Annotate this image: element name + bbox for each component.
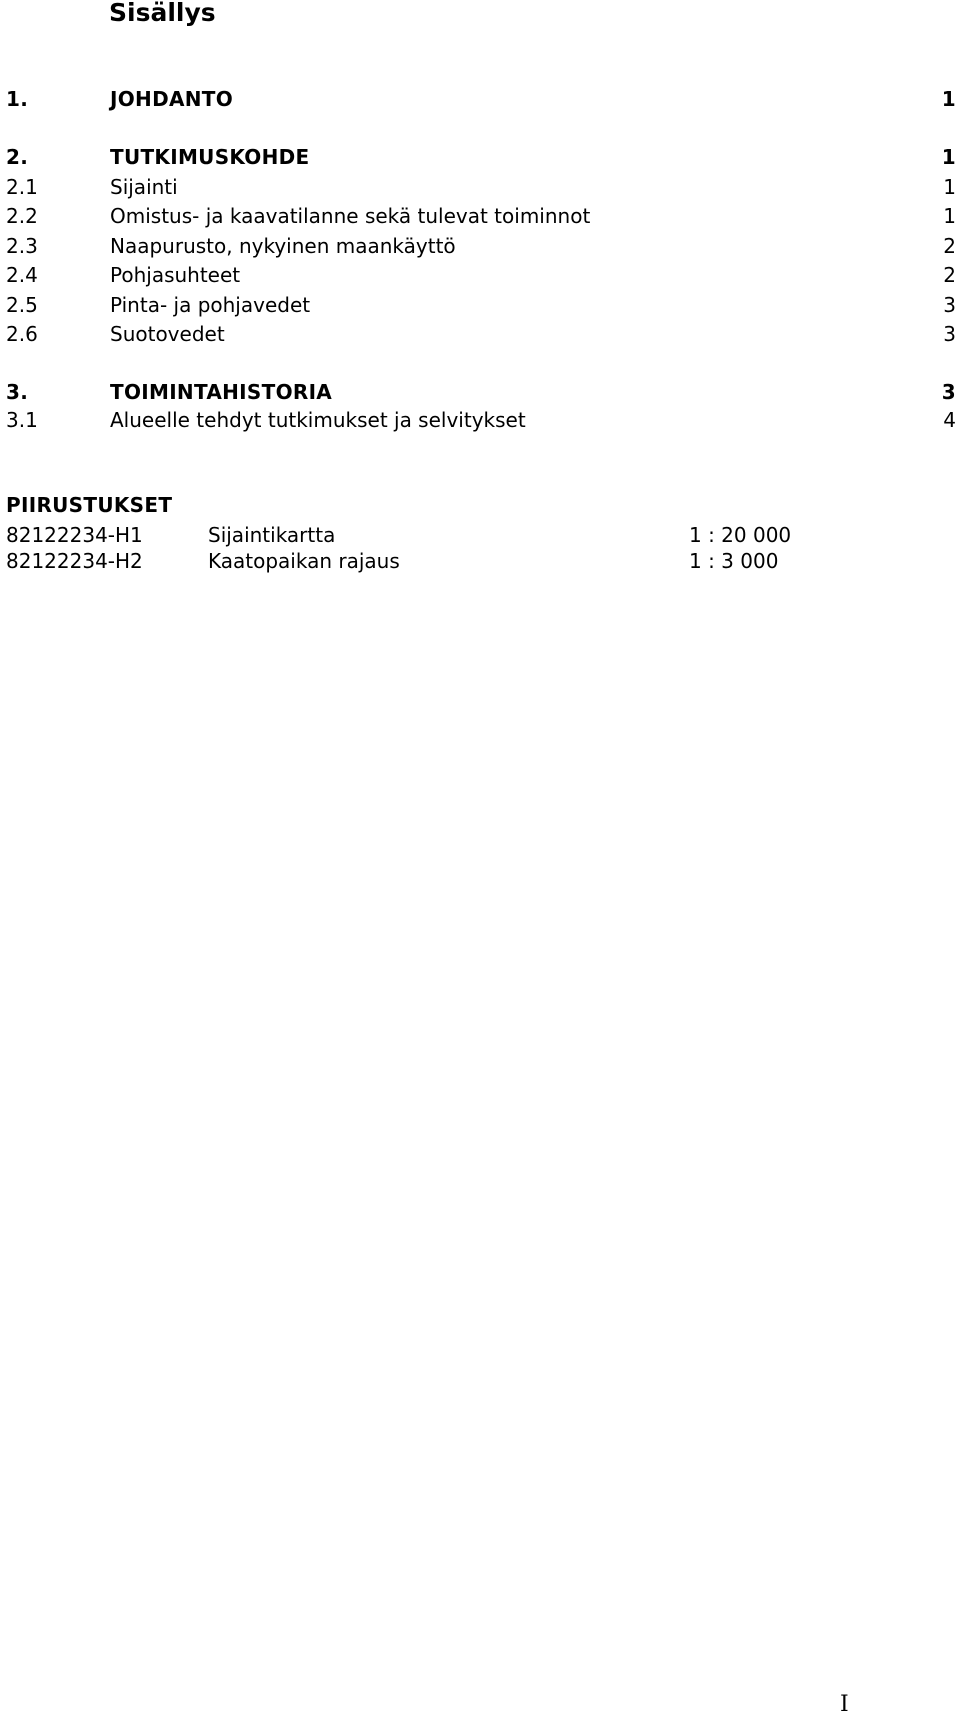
- toc-entry-number: 3.: [6, 380, 29, 404]
- drawing-scale: 1 : 20 000: [689, 523, 792, 547]
- toc-entry-pinta-ja-pohjavedet[interactable]: [6, 290, 956, 320]
- toc-entry-number: 2.6: [6, 322, 38, 346]
- toc-entry-page: 1: [943, 175, 956, 199]
- drawing-scale: 1 : 3 000: [689, 549, 779, 573]
- toc-entry-title: JOHDANTO: [110, 87, 234, 111]
- toc-entry-page: 1: [941, 87, 956, 111]
- toc-entry-page: 1: [941, 145, 956, 169]
- drawing-item-h2[interactable]: [6, 546, 956, 576]
- toc-entry-suotovedet[interactable]: [6, 319, 956, 349]
- drawing-code: 82122234-H2: [6, 549, 143, 573]
- toc-entry-page: 3: [943, 322, 956, 346]
- toc-entry-title: TUTKIMUSKOHDE: [110, 145, 310, 169]
- toc-entry-page: 3: [941, 380, 956, 404]
- toc-entry-title: Sijainti: [110, 175, 178, 199]
- toc-entry-page: 1: [943, 204, 956, 228]
- page-title: Sisällys: [109, 0, 216, 27]
- toc-entry-tutkimukset[interactable]: [6, 405, 956, 435]
- toc-entry-number: 3.1: [6, 408, 38, 432]
- toc-entry-page: 3: [943, 293, 956, 317]
- toc-entry-number: 2.5: [6, 293, 38, 317]
- toc-entry-title: TOIMINTAHISTORIA: [110, 380, 333, 404]
- toc-entry-page: 4: [943, 408, 956, 432]
- toc-entry-pohjasuhteet[interactable]: [6, 260, 956, 290]
- toc-entry-number: 2.3: [6, 234, 38, 258]
- toc-entry-omistus[interactable]: [6, 201, 956, 231]
- toc-entry-number: 1.: [6, 87, 29, 111]
- toc-entry-title: Pinta- ja pohjavedet: [110, 293, 311, 317]
- toc-entry-title: Alueelle tehdyt tutkimukset ja selvitykset: [110, 408, 526, 432]
- toc-entry-title: Naapurusto, nykyinen maankäyttö: [110, 234, 456, 258]
- toc-entry-title: Omistus- ja kaavatilanne sekä tulevat toiminnot: [110, 204, 591, 228]
- toc-entry-title: Pohjasuhteet: [110, 263, 241, 287]
- toc-entry-toimintahistoria[interactable]: [6, 377, 956, 407]
- toc-entry-number: 2.2: [6, 204, 38, 228]
- toc-entry-number: 2.1: [6, 175, 38, 199]
- drawing-name: Kaatopaikan rajaus: [208, 549, 400, 573]
- drawing-code: 82122234-H1: [6, 523, 143, 547]
- page-number: I: [840, 1692, 849, 1717]
- toc-entry-title: Suotovedet: [110, 322, 225, 346]
- drawings-heading: PIIRUSTUKSET: [6, 493, 173, 517]
- toc-entry-number: 2.4: [6, 263, 38, 287]
- toc-entry-number: 2.: [6, 145, 29, 169]
- toc-entry-page: 2: [943, 263, 956, 287]
- toc-entry-page: 2: [943, 234, 956, 258]
- toc-entry-naapurusto[interactable]: [6, 231, 956, 261]
- toc-entry-sijainti[interactable]: [6, 172, 956, 202]
- drawing-name: Sijaintikartta: [208, 523, 336, 547]
- toc-entry-tutkimuskohde[interactable]: [6, 142, 956, 172]
- toc-entry-johdanto[interactable]: [6, 84, 956, 114]
